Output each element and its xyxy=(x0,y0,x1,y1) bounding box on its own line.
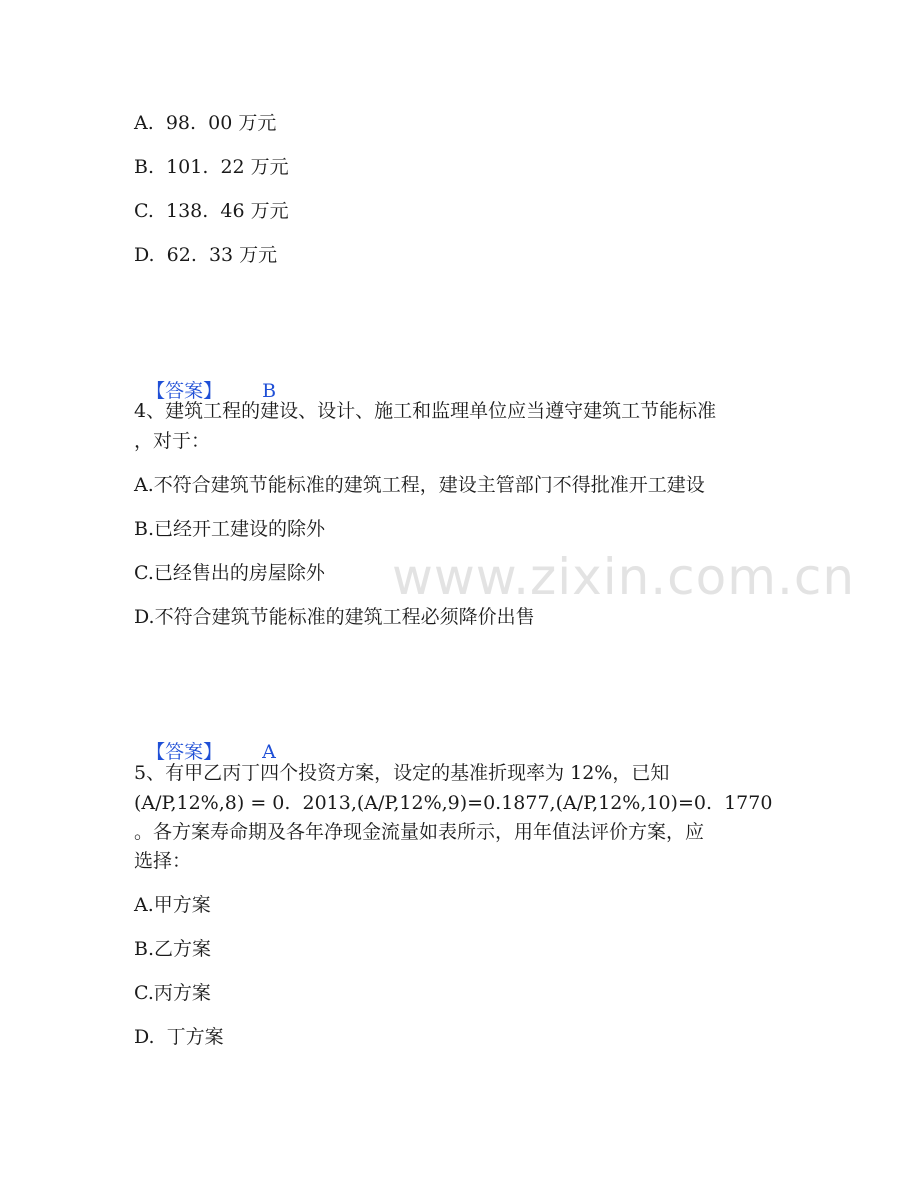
q3-option-c: C. 138. 46 万元 xyxy=(134,200,289,222)
q4-option-c: C.已经售出的房屋除外 xyxy=(134,562,325,584)
q5-option-b: B.乙方案 xyxy=(134,938,212,960)
q3-option-a: A. 98. 00 万元 xyxy=(134,112,277,134)
q3-option-d: D. 62. 33 万元 xyxy=(134,244,278,266)
q3-answer xyxy=(134,355,276,403)
q5-option-d: D. 丁方案 xyxy=(134,1026,224,1048)
answer-value: A xyxy=(262,741,276,763)
q3-option-b: B. 101. 22 万元 xyxy=(134,156,289,178)
q4-option-a: A.不符合建筑节能标准的建筑工程，建设主管部门不得批准开工建设 xyxy=(134,474,705,496)
answer-label: 【答案】 xyxy=(146,380,223,402)
answer-value: B xyxy=(262,380,277,402)
q5-option-a: A.甲方案 xyxy=(134,894,211,916)
answer-label: 【答案】 xyxy=(146,741,223,763)
q5-stem-line-4: 选择： xyxy=(134,850,192,872)
q5-stem-line-2: (A/P,12%,8) = 0. 2013,(A/P,12%,9)=0.1877,(A/P,12%,10)=0. 1770 xyxy=(134,792,773,814)
q4-answer xyxy=(134,716,276,764)
q4-option-d: D.不符合建筑节能标准的建筑工程必须降价出售 xyxy=(134,606,535,628)
q5-stem-line-3: 。各方案寿命期及各年净现金流量如表所示，用年值法评价方案，应 xyxy=(134,821,705,843)
q5-stem-line-1: 5、有甲乙丙丁四个投资方案，设定的基准折现率为 12%，已知 xyxy=(134,762,670,784)
q5-option-c: C.丙方案 xyxy=(134,982,211,1004)
q4-option-b: B.已经开工建设的除外 xyxy=(134,518,326,540)
watermark: www.zixin.com.cn xyxy=(392,548,856,606)
q4-stem-line-2: ，对于： xyxy=(134,430,211,452)
q4-stem-line-1: 4、建筑工程的建设、设计、施工和监理单位应当遵守建筑工节能标准 xyxy=(134,400,717,422)
